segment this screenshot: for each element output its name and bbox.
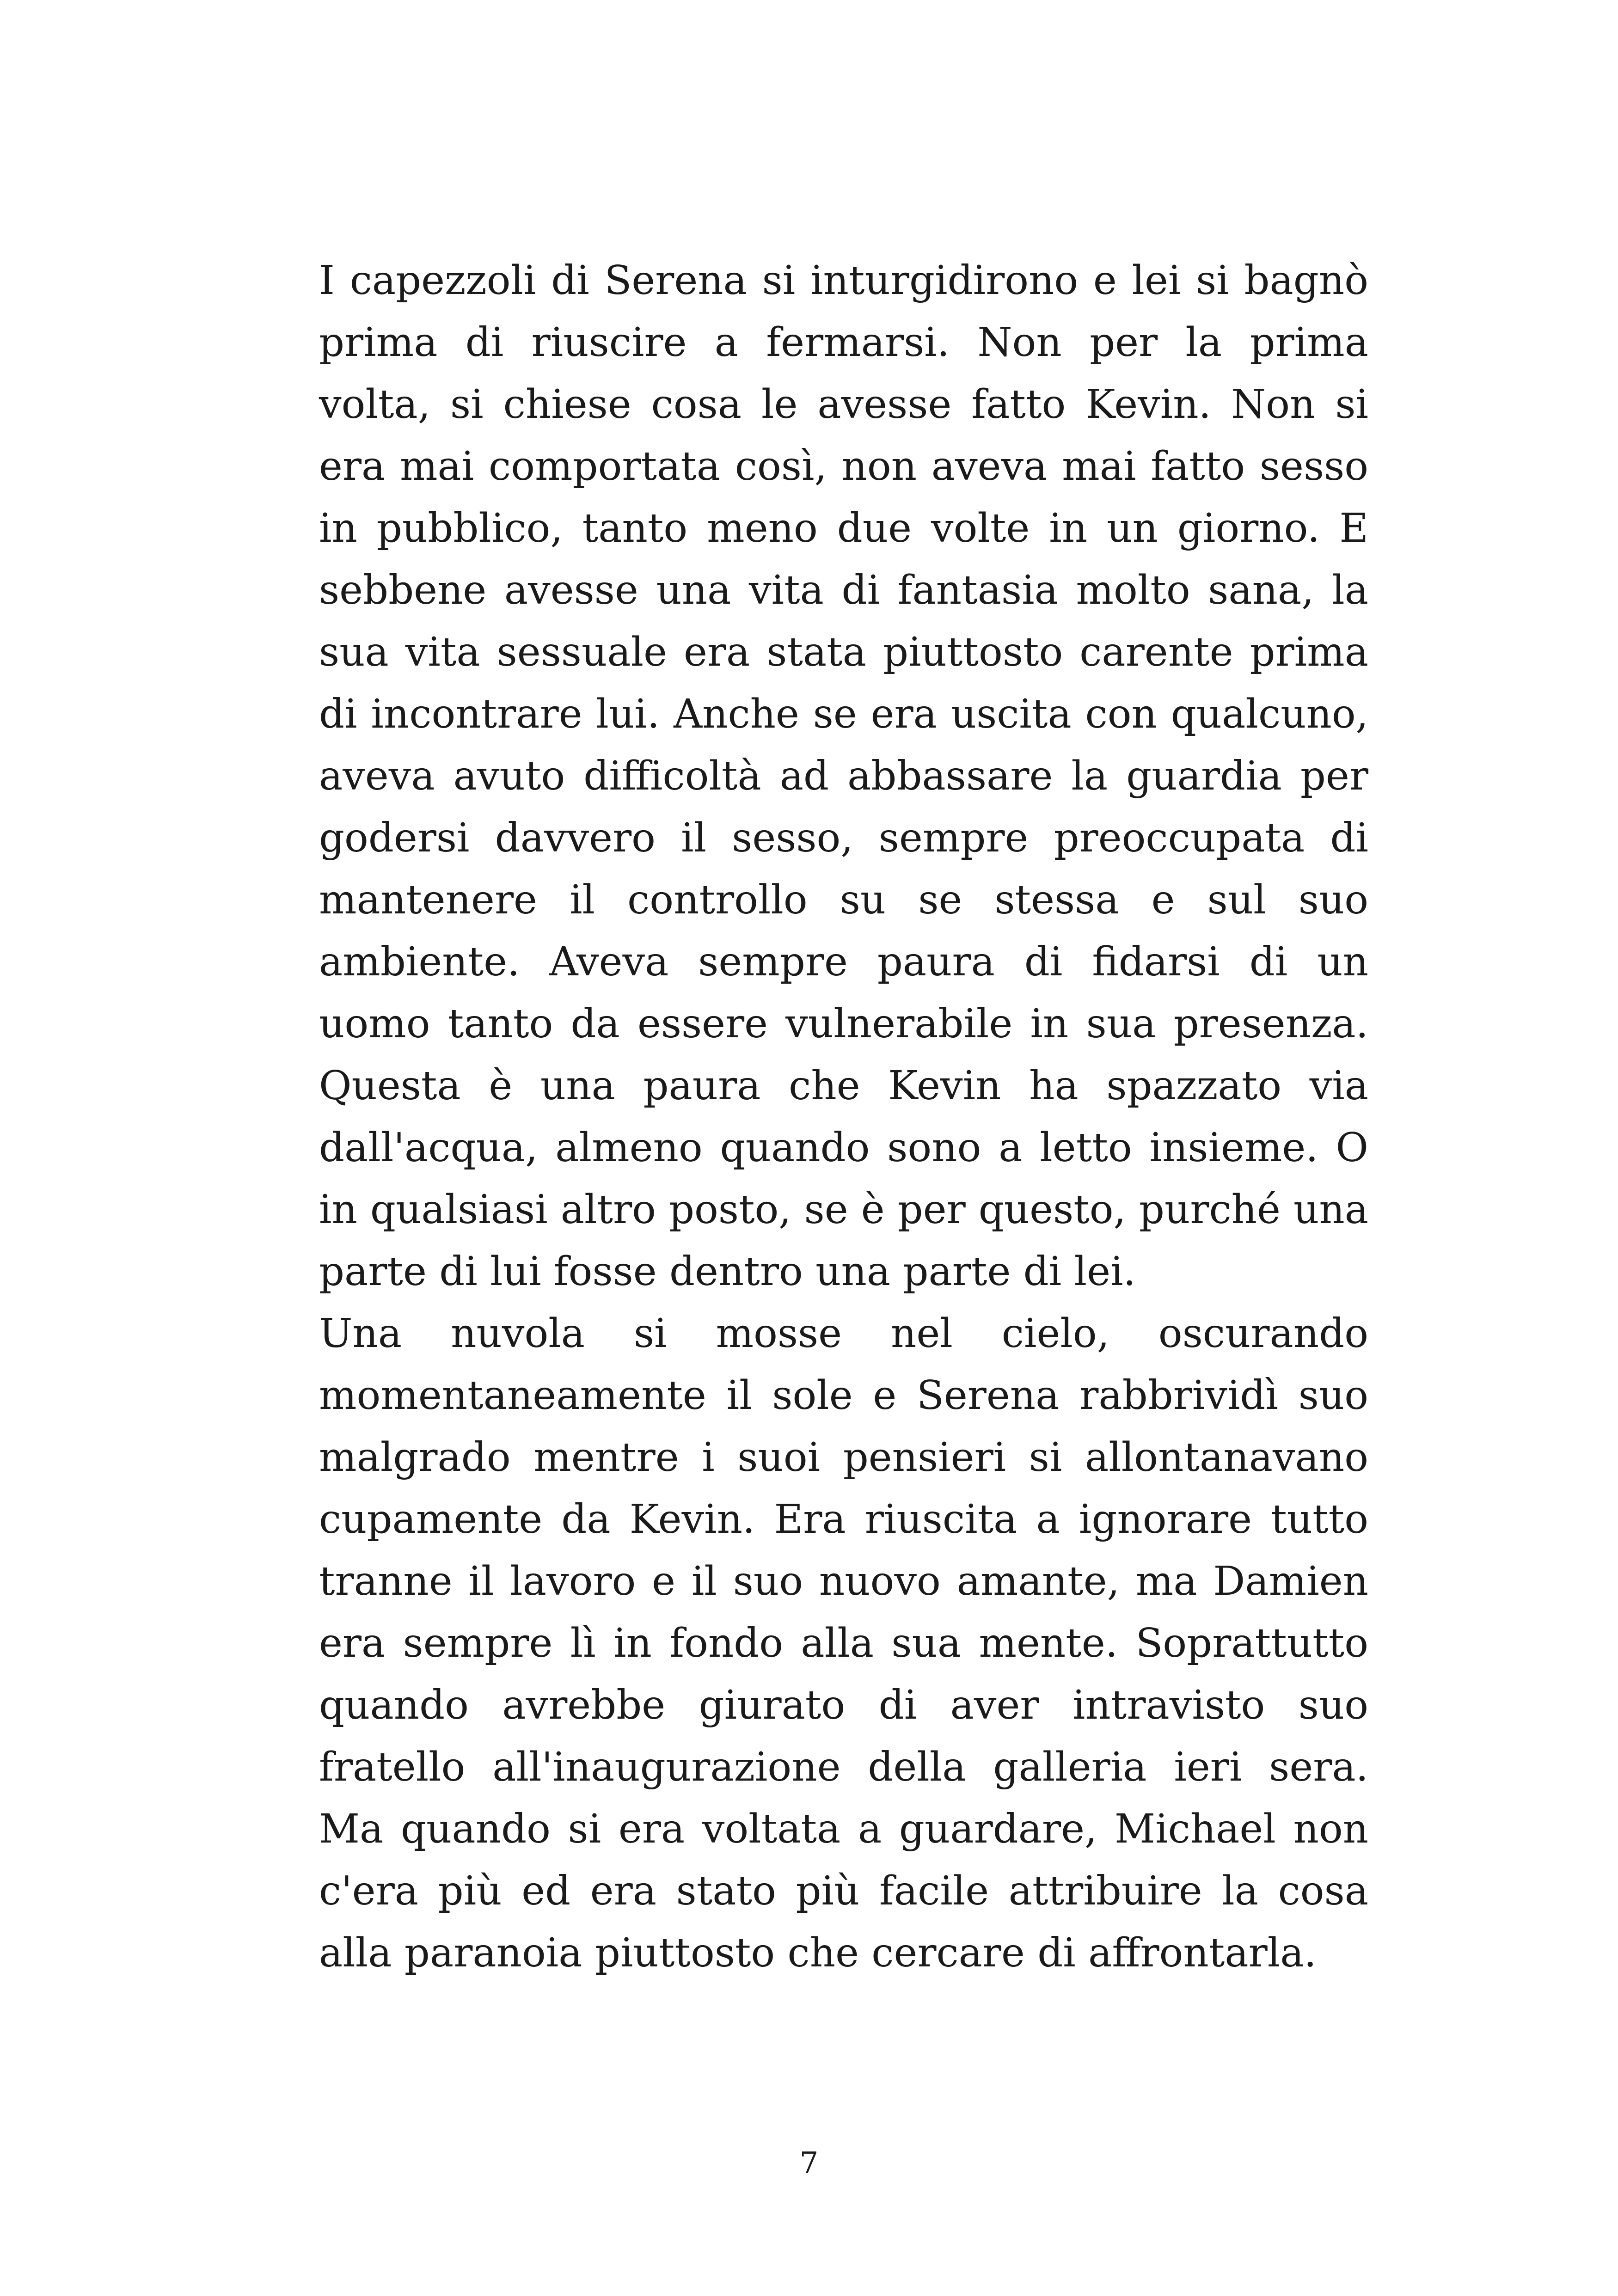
paragraph-1: I capezzoli di Serena si inturgidirono e lei si bagnò prima di riuscire a fermarsi. Non per la prima volta, si chiese cosa le avesse fatto Kevin. Non si era mai comportata così, non aveva mai fatto sesso in pubblico, tanto meno due volte in un giorno. E sebbene avesse una vita di fantasia molto sana, la sua vita sessuale era stata piuttosto carente prima di incontrare lui. Anche se era uscita con qualcuno, aveva avuto difficoltà ad abbassare la guardia per godersi davvero il sesso, sempre preoccupata di mantenere il controllo su se stessa e sul suo ambiente. Aveva sempre paura di fidarsi di un uomo tanto da essere vulnerabile in sua presenza. Questa è una paura che Kevin ha spazzato via dall'acqua, almeno quando sono a letto insieme. O in qualsiasi altro posto, se è per questo, purché una parte di lui fosse dentro una parte di lei. — [319, 257, 1368, 1295]
paragraph-2: Una nuvola si mosse nel cielo, oscurando momentaneamente il sole e Serena rabbrividì suo malgrado mentre i suoi pensieri si allontanavano cupamente da Kevin. Era riuscita a ignorare tutto tranne il lavoro e il suo nuovo amante, ma Damien era sempre lì in fondo alla sua mente. Soprattutto quando avrebbe giurato di aver intravisto suo fratello all'inaugurazione della galleria ieri sera. Ma quando si era voltata a guardare, Michael non c'era più ed era stato più facile attribuire la cosa alla paranoia piuttosto che cercare di affrontarla. — [319, 1310, 1368, 1976]
page-number: 7 — [799, 2146, 819, 2180]
body-text — [319, 250, 1368, 1984]
